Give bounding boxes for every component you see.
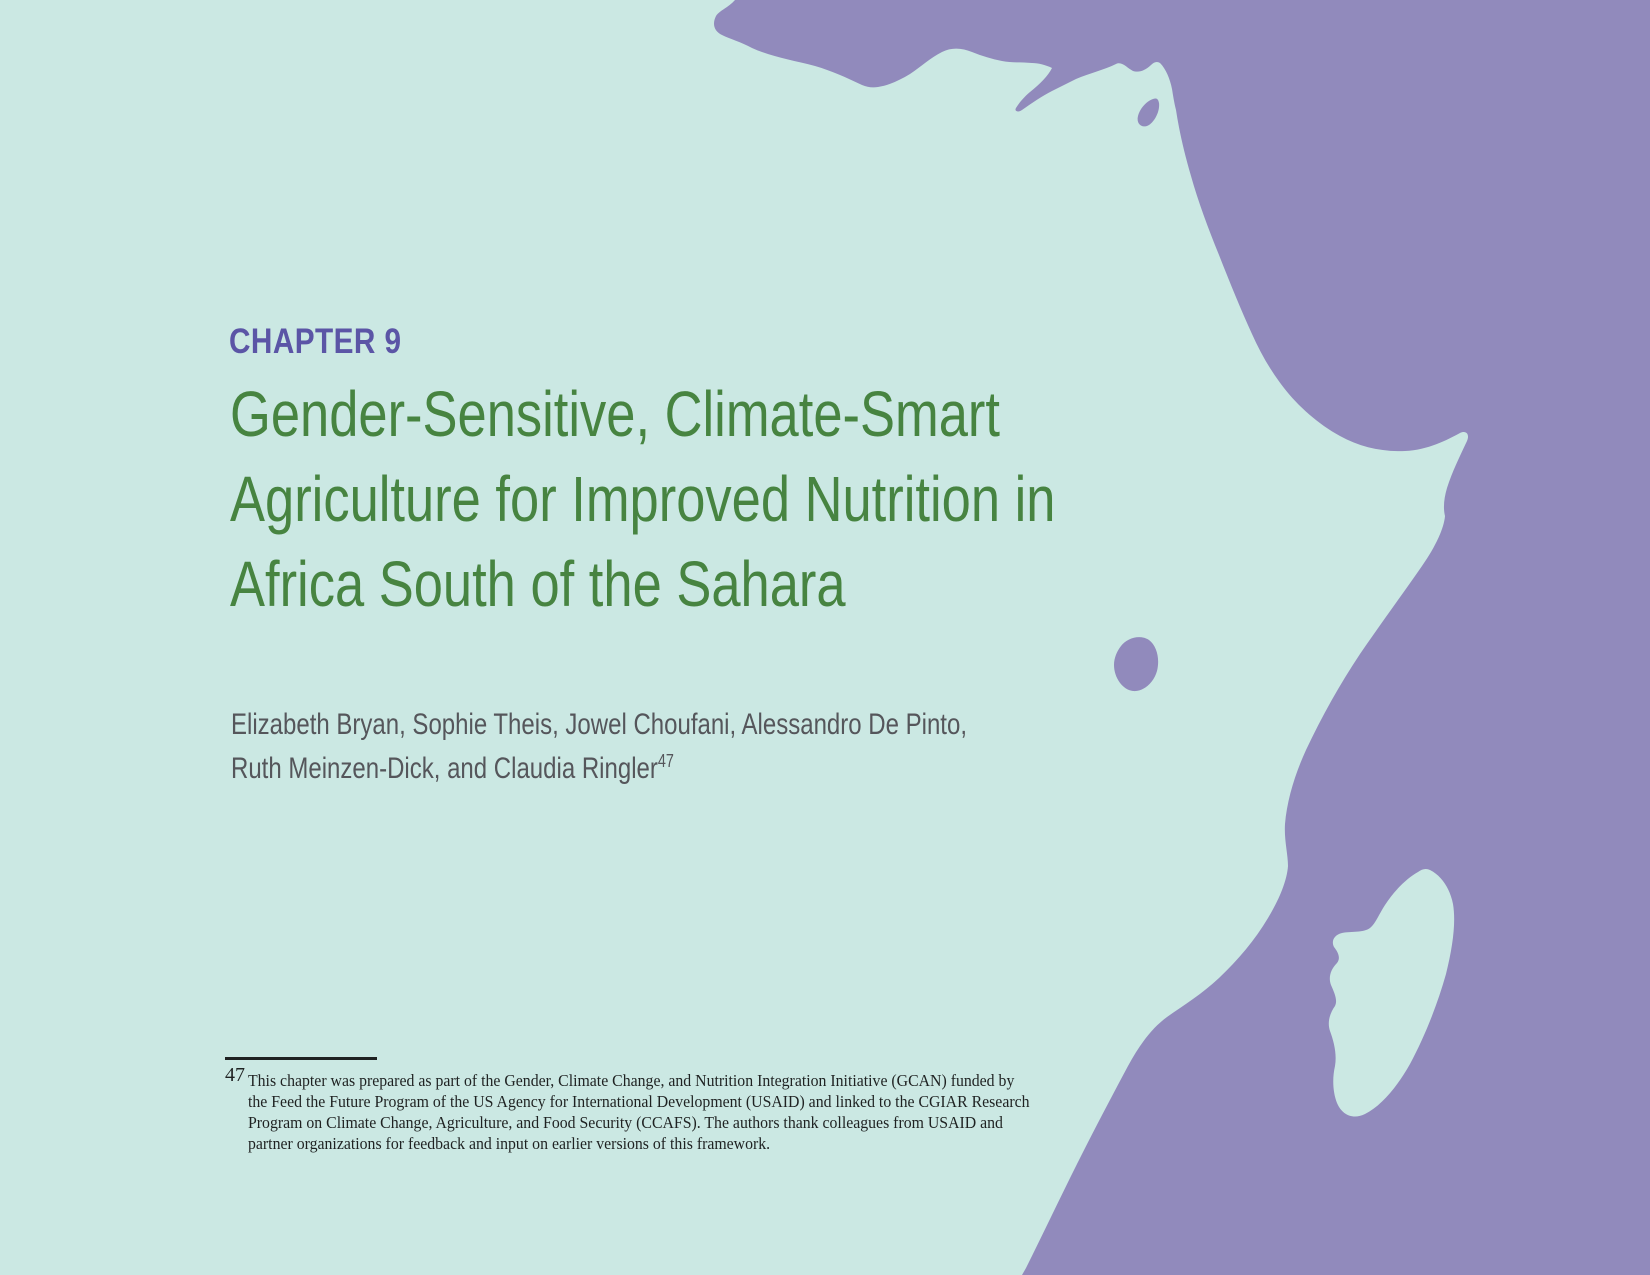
footnote-reference: 47 (657, 751, 674, 771)
footnote-text (248, 1070, 1030, 1154)
chapter-title-line-2: Agriculture for Improved Nutrition in (230, 463, 1056, 535)
footnote-marker: 47 (225, 1064, 245, 1086)
chapter-title (230, 372, 1055, 627)
author-line-2: Ruth Meinzen-Dick, and Claudia Ringler$^{47}$ (231, 751, 674, 785)
author-line-1: Elizabeth Bryan, Sophie Theis, Jowel Choufani, Alessandro De Pinto, (231, 708, 967, 741)
gulf-of-tadjoura-shape (1138, 98, 1160, 126)
footnote-line-1: This chapter was prepared as part of the Gender, Climate Change, and Nutrition Integration Initiative (GCAN) funded by (248, 1071, 1015, 1090)
chapter-title-line-3: Africa South of the Sahara (230, 548, 846, 620)
footnote-line-3: Program on Climate Change, Agriculture, and Food Security (CCAFS). The authors thank colleagues from USAID and (248, 1113, 1003, 1132)
author-byline (231, 703, 967, 791)
footnote-line-2: the Feed the Future Program of the US Agency for International Development (USAID) and linked to the CGIAR Research (248, 1092, 1030, 1111)
footnote-divider-rule (225, 1057, 377, 1060)
chapter-title-line-1: Gender-Sensitive, Climate-Smart (230, 378, 1000, 450)
footnote-line-4: partner organizations for feedback and input on earlier versions of this framework. (248, 1134, 771, 1153)
lake-victoria-shape (1114, 637, 1158, 691)
chapter-number-label: CHAPTER 9 (229, 322, 402, 361)
